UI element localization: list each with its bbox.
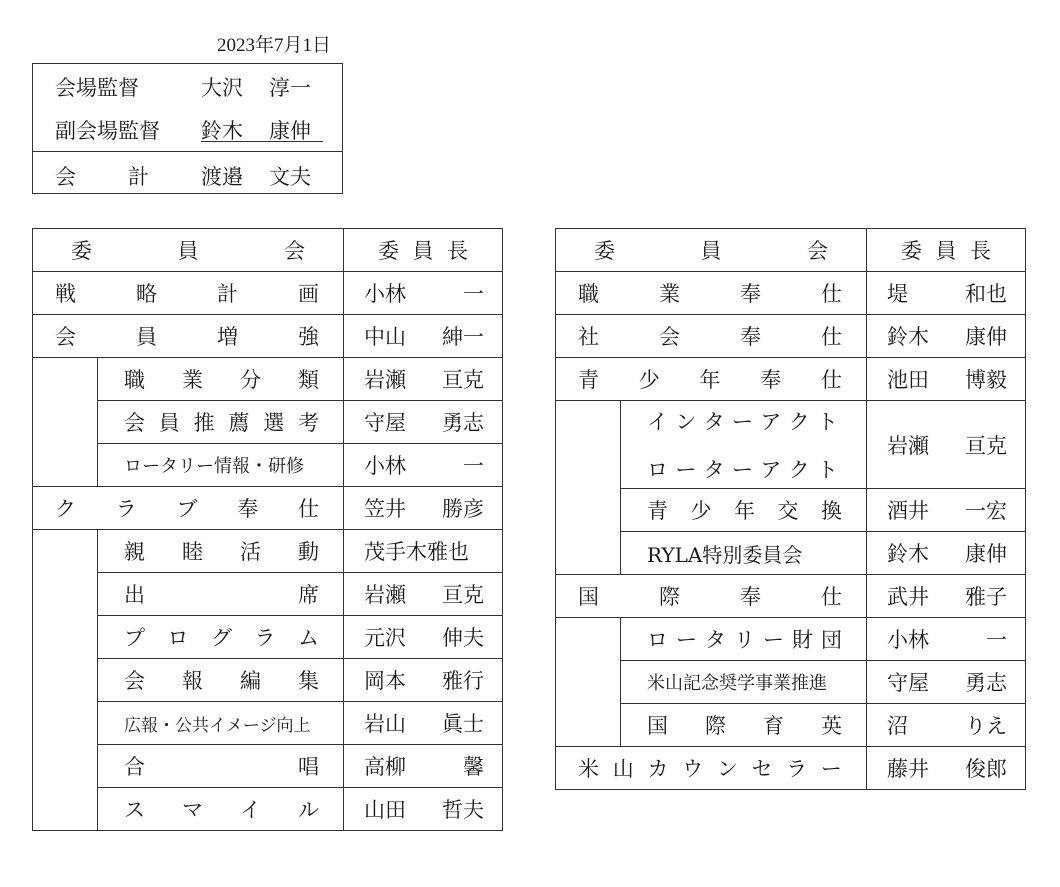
subcommittee-name: 米山記念奨学事業推進 (621, 661, 867, 704)
table-row (33, 573, 503, 616)
table-row (556, 575, 1026, 618)
table-row (556, 358, 1026, 401)
committee-name: 戦 略 計 画 (33, 272, 344, 315)
chair-name: 岩瀬 亘克 (867, 401, 1026, 489)
chair-name: 小林 一 (867, 618, 1026, 661)
officer-divider (33, 151, 342, 152)
chair-name: 藤井 俊郎 (867, 747, 1026, 790)
chair-name: 笠井 勝彦 (344, 487, 503, 530)
officer-name: 大沢 淳一 (201, 76, 311, 100)
officer-row (33, 107, 342, 149)
committee-table-left (32, 228, 503, 831)
chair-name: 沼 りえ (867, 704, 1026, 747)
officer-row (33, 64, 342, 106)
table-row (33, 659, 503, 702)
chair-name: 元沢 伸夫 (344, 616, 503, 659)
officer-name: 渡邉 文夫 (201, 165, 311, 189)
officer-role: 会 計 (55, 165, 149, 189)
subcommittee-name: ロータリー情報・研修 (98, 444, 344, 487)
table-row (33, 487, 503, 530)
chair-name: 守屋 勇志 (867, 661, 1026, 704)
chair-name: 小林 一 (344, 272, 503, 315)
officers-box (32, 63, 343, 194)
officer-name: 鈴木 康伸 (201, 119, 311, 143)
table-row (556, 489, 1026, 532)
table-row (33, 444, 503, 487)
table-row (33, 272, 503, 315)
subcommittee-name: イ ン タ ー ア ク ト ロ ー タ ー ア ク ト (621, 401, 867, 489)
table-header (556, 229, 1026, 272)
subcommittee-name: プ ロ グ ラ ム (98, 616, 344, 659)
table-row (33, 401, 503, 444)
chair-header: 委 員 長 (867, 229, 1026, 272)
chair-header: 委 員 長 (344, 229, 503, 272)
committee-header: 委 員 会 (33, 229, 344, 272)
committee-name: 会 員 増 強 (33, 315, 344, 358)
officer-role: 会場監督 (55, 76, 139, 100)
name-underline (201, 141, 323, 142)
committee-name: 国 際 奉 仕 (556, 575, 867, 618)
subcommittee-name: 会 員 推 薦 選 考 (98, 401, 344, 444)
committee-name: ク ラ ブ 奉 仕 (33, 487, 344, 530)
table-row (556, 661, 1026, 704)
subcommittee-name: RYLA特別委員会 (621, 532, 867, 575)
table-row (33, 530, 503, 573)
subcommittee-name: ロ ー タ リ ー 財 団 (621, 618, 867, 661)
chair-name: 小林 一 (344, 444, 503, 487)
chair-name: 山田 哲夫 (344, 788, 503, 831)
committee-name: 青 少 年 奉 仕 (556, 358, 867, 401)
chair-name: 池田 博毅 (867, 358, 1026, 401)
chair-name: 堤 和也 (867, 272, 1026, 315)
chair-name: 武井 雅子 (867, 575, 1026, 618)
document-date: 2023年7月1日 (217, 35, 332, 56)
chair-name: 中山 紳一 (344, 315, 503, 358)
chair-name: 茂手木雅也 (344, 530, 503, 573)
table-row (33, 745, 503, 788)
chair-name: 酒井 一宏 (867, 489, 1026, 532)
chair-name: 高柳 馨 (344, 745, 503, 788)
committee-header: 委 員 会 (556, 229, 867, 272)
committee-name: 職 業 奉 仕 (556, 272, 867, 315)
subcommittee-name: 出 席 (98, 573, 344, 616)
table-row (556, 272, 1026, 315)
table-row (33, 358, 503, 401)
subcommittee-name: 合 唱 (98, 745, 344, 788)
chair-name: 鈴木 康伸 (867, 532, 1026, 575)
table-row (556, 618, 1026, 661)
chair-name: 守屋 勇志 (344, 401, 503, 444)
table-row (33, 788, 503, 831)
subcommittee-name: 会 報 編 集 (98, 659, 344, 702)
subcommittee-name: 国 際 育 英 (621, 704, 867, 747)
committee-name: 米 山 カ ウ ン セ ラ ー (556, 747, 867, 790)
committee-name: 社 会 奉 仕 (556, 315, 867, 358)
table-row (556, 704, 1026, 747)
chair-name: 鈴木 康伸 (867, 315, 1026, 358)
committee-table-right (555, 228, 1026, 790)
officer-role: 副会場監督 (55, 119, 160, 143)
table-header (33, 229, 503, 272)
chair-name: 岡本 雅行 (344, 659, 503, 702)
chair-name: 岩山 眞士 (344, 702, 503, 745)
chair-name: 岩瀬 亘克 (344, 358, 503, 401)
subcommittee-name: 青 少 年 交 換 (621, 489, 867, 532)
subcommittee-name: 職 業 分 類 (98, 358, 344, 401)
table-row (556, 747, 1026, 790)
table-row (556, 315, 1026, 358)
officer-row (33, 153, 342, 195)
table-row (556, 401, 1026, 489)
table-row (33, 702, 503, 745)
subcommittee-name: 広報・公共イメージ向上 (98, 702, 344, 745)
table-row (556, 532, 1026, 575)
chair-name: 岩瀬 亘克 (344, 573, 503, 616)
table-row (33, 315, 503, 358)
subcommittee-name: 親 睦 活 動 (98, 530, 344, 573)
subcommittee-name: ス マ イ ル (98, 788, 344, 831)
table-row (33, 616, 503, 659)
